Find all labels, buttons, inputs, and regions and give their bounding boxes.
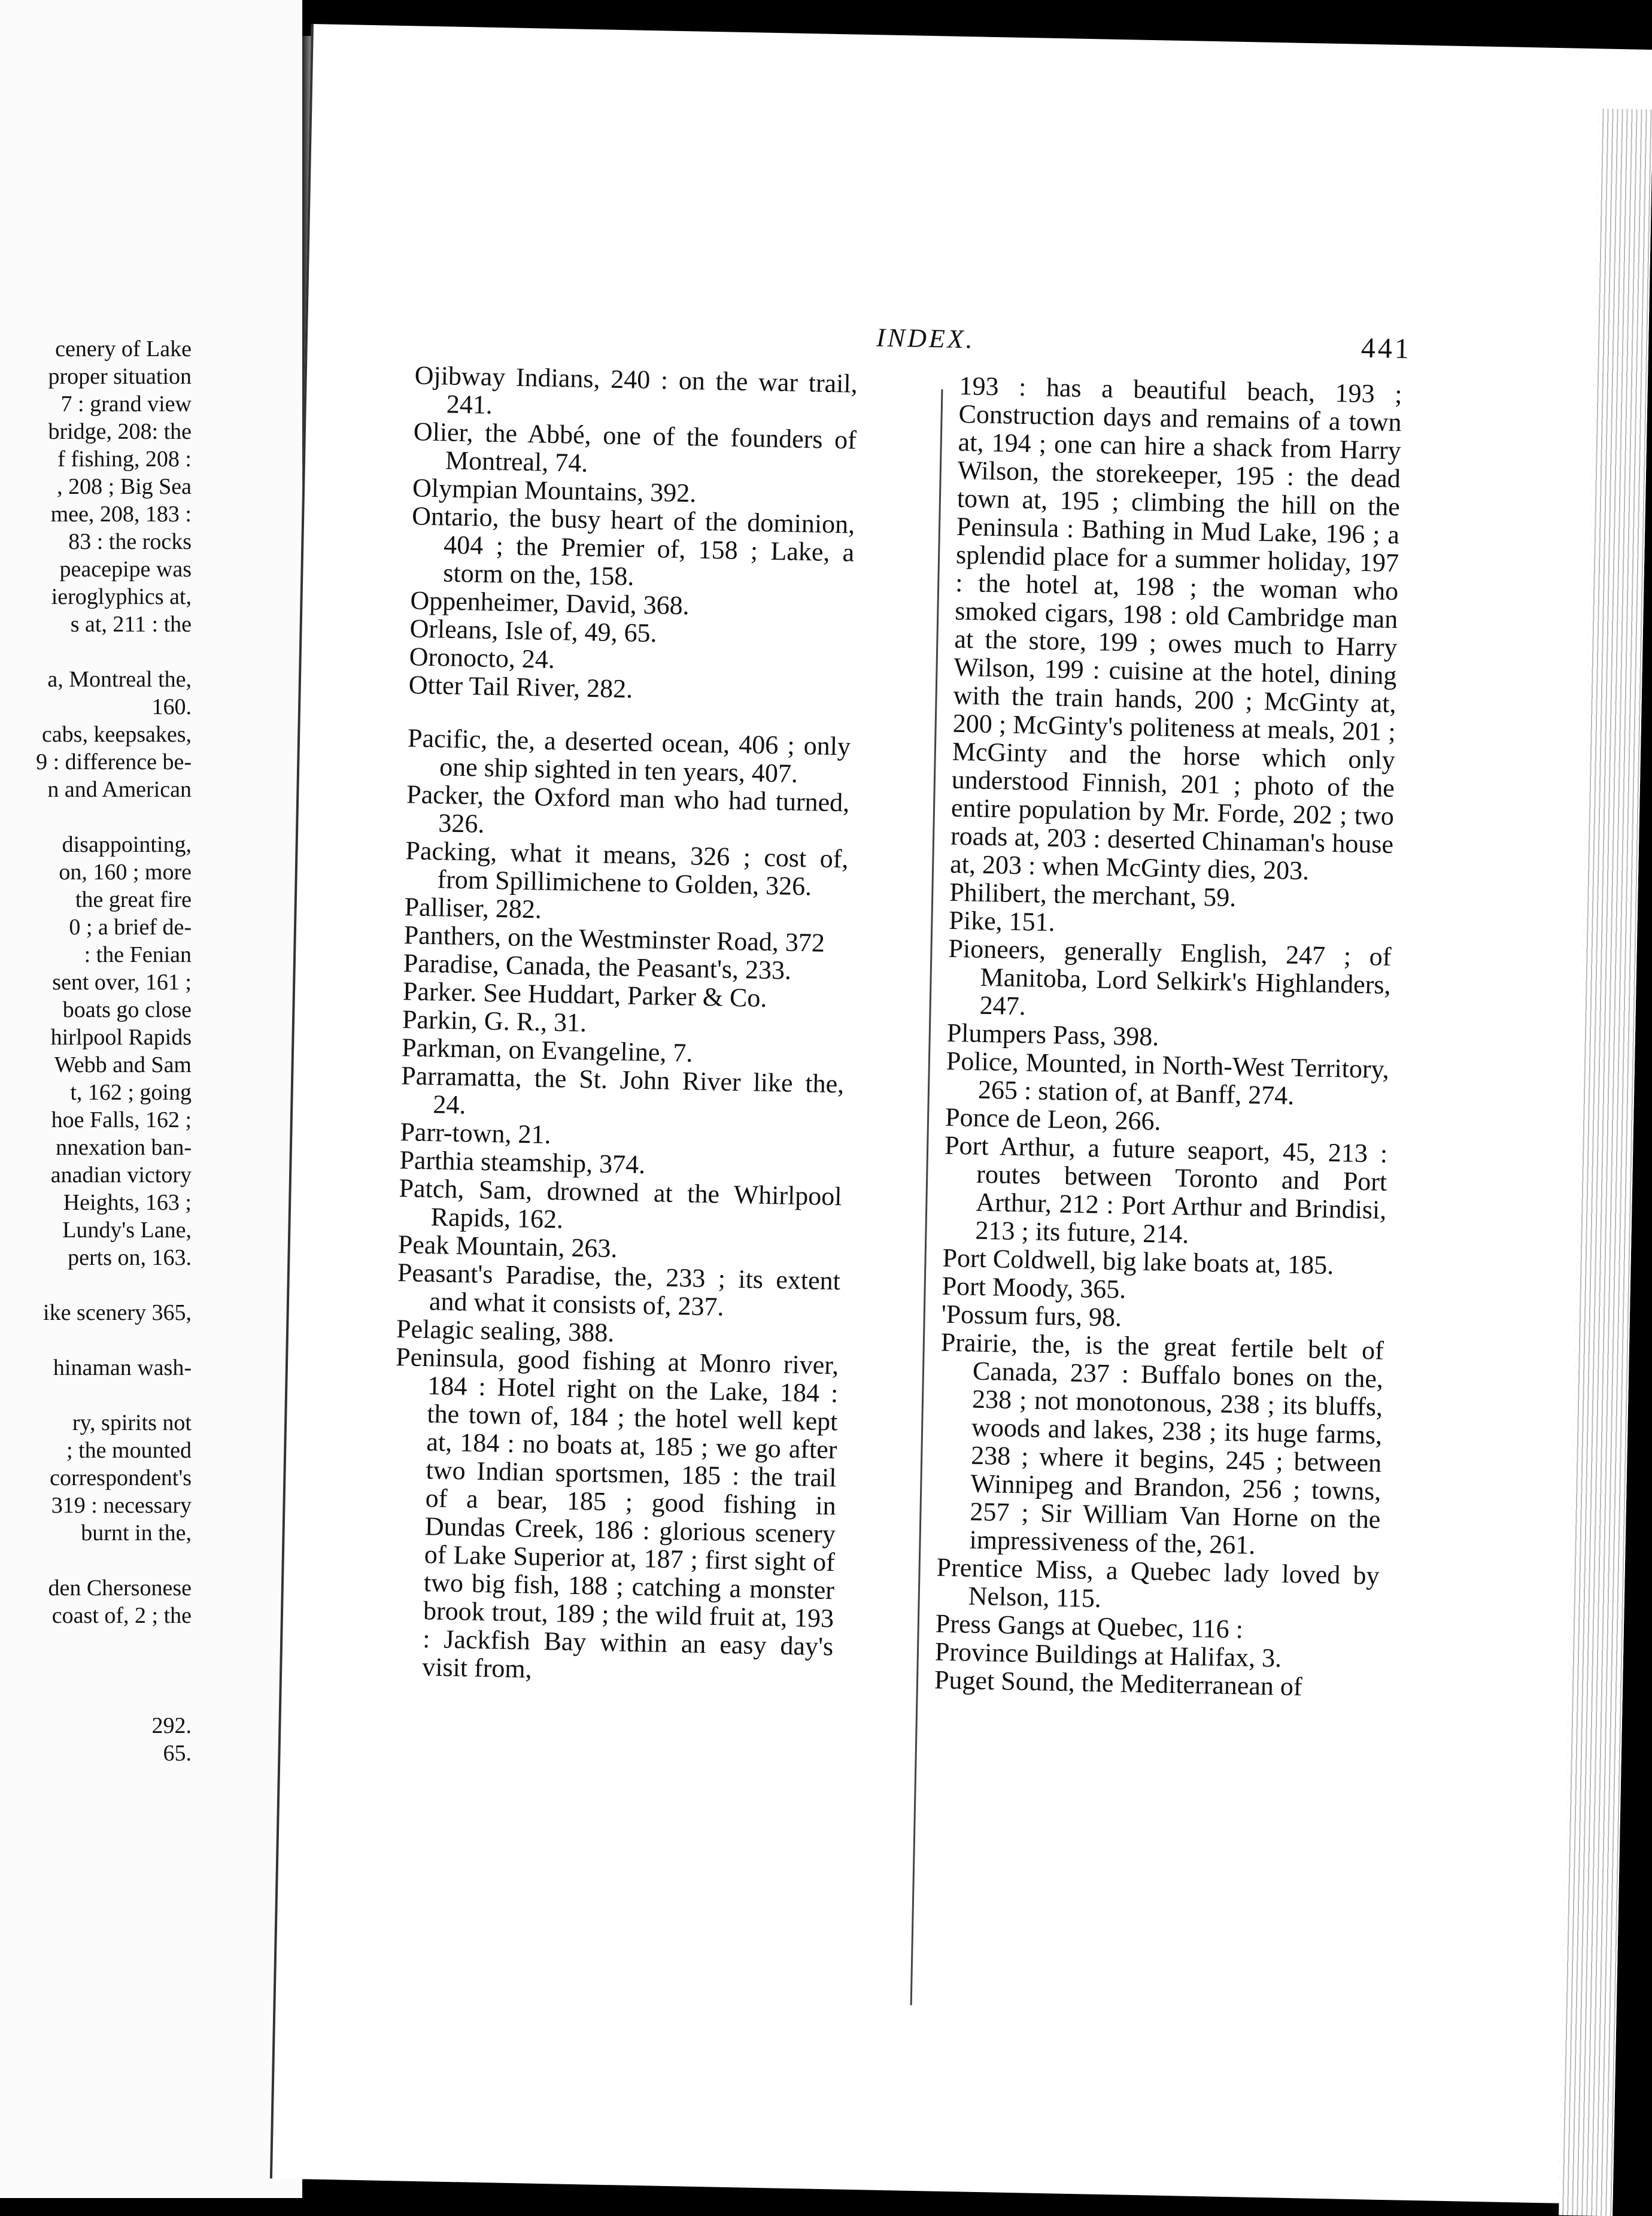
index-entry: Oronocto, 24. bbox=[409, 642, 555, 675]
facing-page-line: 7 : grand view bbox=[60, 391, 192, 417]
index-entry: Parkman, on Evangeline, 7. bbox=[401, 1033, 693, 1068]
index-column-right bbox=[934, 372, 1402, 1702]
facing-page-line: anadian victory bbox=[50, 1162, 192, 1188]
index-entry: Parkin, G. R., 31. bbox=[402, 1004, 587, 1038]
facing-page-line: the great fire bbox=[75, 887, 192, 912]
index-entry: Police, Mounted, in North-West Territory, 265 : station of, at Banff, 274. bbox=[946, 1046, 1390, 1110]
index-entry: Otter Tail River, 282. bbox=[408, 670, 633, 704]
index-entry: Ponce de Leon, 266. bbox=[945, 1102, 1162, 1136]
facing-page-line: boats go close bbox=[62, 997, 192, 1022]
facing-page-line: 65. bbox=[163, 1741, 192, 1766]
index-entry: Packer, the Oxford man who had turned, 326. bbox=[406, 779, 850, 839]
index-entry: Ojibway Indians, 240 : on the war trail, 241. bbox=[414, 360, 858, 420]
index-entry: Orleans, Isle of, 49, 65. bbox=[409, 614, 658, 648]
index-entry: Pacific, the, a deserted ocean, 406 ; only one ship sighted in ten years, 407. bbox=[407, 723, 851, 788]
index-entry: Plumpers Pass, 398. bbox=[946, 1018, 1159, 1052]
column-divider bbox=[910, 389, 943, 2005]
page-number: 441 bbox=[1361, 332, 1412, 365]
facing-page-line: n and American bbox=[47, 777, 192, 802]
facing-page-line: cenery of Lake bbox=[55, 336, 192, 362]
index-entry: Parr-town, 21. bbox=[400, 1117, 552, 1150]
index-entry: Packing, what it means, 326 ; cost of, from Spillimichene to Golden, 326. bbox=[405, 836, 849, 901]
index-entry: Port Arthur, a future seaport, 45, 213 : routes between Toronto and Port Arthur, 212 : Port Arthur and Brindisi, 213 ; its future, 214. bbox=[944, 1130, 1388, 1249]
index-entry: Palliser, 282. bbox=[404, 892, 542, 924]
facing-page-line: burnt in the, bbox=[81, 1520, 192, 1546]
index-entry: Province Buildings at Halifax, 3. bbox=[934, 1637, 1282, 1673]
facing-page-line: hirlpool Rapids bbox=[50, 1025, 192, 1050]
facing-page-line: bridge, 208: the bbox=[48, 419, 192, 444]
index-entry: Philibert, the merchant, 59. bbox=[949, 877, 1237, 912]
index-entry: Olier, the Abbé, one of the founders of Montreal, 74. bbox=[413, 417, 857, 478]
facing-page-line: 0 ; a brief de- bbox=[69, 915, 192, 940]
facing-page-line: ike scenery 365, bbox=[43, 1300, 192, 1325]
facing-page-line: f fishing, 208 : bbox=[57, 447, 192, 472]
index-entry: Oppenheimer, David, 368. bbox=[410, 585, 690, 621]
facing-page-line: correspondent's bbox=[50, 1465, 192, 1491]
index-entry: Parthia steamship, 374. bbox=[399, 1145, 646, 1180]
index-entry: Parramatta, the St. John River like the, 24. bbox=[400, 1061, 845, 1120]
facing-page-line: peacepipe was bbox=[59, 557, 192, 582]
continued-entry-text: 193 : has a beautiful beach, 193 ; Construction days and remains of a town at, 194 ; one can hire a shack from Harry Wilson, the storekeeper, 195 : the dead town at, 195 ; climbing the hill on the Peninsula : Bathing in Mud Lake, 196 ; a splendid place for a summer holiday, 197 : the hotel at, 198 ; the woman who smoked cigars, 198 : old Cambridge man at the store, 199 ; owes much to Harry Wilson, 199 : cuisine at the hotel, dining with the train hands, 200 ; McGinty at, 200 ; McGinty's politeness at meals, 201 ; McGinty and the horse which only understood Finnish, 201 ; photo of the entire population by Mr. Forde, 202 ; two roads at, 203 : deserted Chinaman's house at, 203 : when McGinty dies, 203. bbox=[949, 371, 1402, 886]
facing-page-line: on, 160 ; more bbox=[59, 860, 192, 885]
facing-page-line: , 208 ; Big Sea bbox=[57, 474, 192, 499]
index-column-left bbox=[390, 361, 858, 1689]
facing-page-line: Heights, 163 ; bbox=[63, 1190, 192, 1215]
index-entry: Peninsula, good fishing at Monro river, 184 : Hotel right on the Lake, 184 : the town of, 184 ; the hotel well kept at, 184 : no boats at, 185 ; we go after two Indian sportsmen, 185 : the trail of a bear, 185 ; good fishing in Dundas Creek, 186 : glorious scenery of Lake Superior at, 187 ; first sight of two big fish, 188 ; catching a monster brook trout, 189 ; the wild fruit at, 193 : Jackfish Bay within an easy day's visit from, bbox=[395, 1342, 839, 1684]
facing-page-line: a, Montreal the, bbox=[47, 667, 192, 692]
facing-page-line: s at, 211 : the bbox=[70, 612, 192, 637]
index-entry: 'Possum furs, 98. bbox=[941, 1299, 1122, 1332]
facing-page-line: 319 : necessary bbox=[51, 1493, 192, 1518]
facing-page-line: : the Fenian bbox=[84, 942, 192, 967]
facing-page-line: ieroglyphics at, bbox=[51, 584, 192, 609]
index-entry: Paradise, Canada, the Peasant's, 233. bbox=[403, 948, 792, 985]
facing-page-line: 292. bbox=[151, 1713, 192, 1738]
facing-page-line: coast of, 2 ; the bbox=[51, 1603, 192, 1628]
index-entry: Ontario, the busy heart of the dominion, 404 ; the Premier of, 158 ; Lake, a storm on the, 158. bbox=[411, 501, 855, 591]
index-entry: Pioneers, generally English, 247 ; of Manitoba, Lord Selkirk's Highlanders, 247. bbox=[948, 933, 1392, 1021]
facing-page-line: hoe Falls, 162 ; bbox=[51, 1107, 192, 1133]
index-entry: Olympian Mountains, 392. bbox=[412, 473, 697, 508]
facing-page-line: Lundy's Lane, bbox=[62, 1218, 192, 1243]
facing-page-line: 9 : difference be- bbox=[36, 749, 192, 775]
index-entry: Puget Sound, the Mediterranean of bbox=[934, 1665, 1303, 1702]
page-edges bbox=[1559, 108, 1652, 2216]
facing-page-line: t, 162 ; going bbox=[70, 1080, 192, 1105]
facing-page-line: 83 : the rocks bbox=[68, 529, 192, 554]
index-entry: Peasant's Paradise, the, 233 ; its extent and what it consists of, 237. bbox=[397, 1258, 841, 1322]
facing-page-line: den Chersonese bbox=[48, 1576, 192, 1601]
index-entry: Patch, Sam, drowned at the Whirlpool Rapids, 162. bbox=[399, 1173, 843, 1234]
facing-page-line: sent over, 161 ; bbox=[52, 970, 192, 995]
index-entry: Port Coldwell, big lake boats at, 185. bbox=[942, 1243, 1334, 1280]
index-entry: Panthers, on the Westminster Road, 372 bbox=[403, 920, 825, 958]
facing-page-line: nnexation ban- bbox=[56, 1135, 192, 1160]
index-entry: Parker. See Huddart, Parker & Co. bbox=[402, 976, 767, 1013]
index-entry: Peak Mountain, 263. bbox=[397, 1230, 618, 1264]
index-page bbox=[270, 24, 1652, 2204]
facing-page-line: 160. bbox=[151, 694, 192, 720]
facing-page-line: ; the mounted bbox=[66, 1438, 192, 1463]
facing-page-line: perts on, 163. bbox=[68, 1245, 192, 1270]
index-entry: Prairie, the, is the great fertile belt of Canada, 237 : Buffalo bones on the, 238 ; not monotonous, 238 ; its bluffs, woods and lakes, 238 ; its huge farms, 238 ; where it begins, 245 ; between Winnipeg and Brandon, 256 ; towns, 257 ; Sir William Van Horne on the impressiveness of the, 261. bbox=[940, 1327, 1384, 1560]
facing-page-line: ry, spirits not bbox=[72, 1410, 192, 1435]
facing-page-line: Webb and Sam bbox=[54, 1052, 192, 1077]
index-entry: Pike, 151. bbox=[948, 905, 1056, 937]
facing-page-line: hinaman wash- bbox=[53, 1355, 192, 1380]
facing-page-line: disappointing, bbox=[62, 832, 192, 857]
facing-page-line: mee, 208, 183 : bbox=[50, 502, 192, 527]
index-entry: Port Moody, 365. bbox=[942, 1271, 1126, 1304]
running-head: INDEX. bbox=[876, 323, 976, 354]
index-entry: Prentice Miss, a Quebec lady loved by Nelson, 115. bbox=[936, 1552, 1380, 1613]
facing-page-line: proper situation bbox=[48, 364, 192, 389]
facing-page-line: cabs, keepsakes, bbox=[41, 722, 192, 747]
index-entry: Pelagic sealing, 388. bbox=[396, 1314, 615, 1348]
facing-page-fragment bbox=[0, 0, 302, 2198]
index-entry: Press Gangs at Quebec, 116 : bbox=[935, 1608, 1244, 1644]
